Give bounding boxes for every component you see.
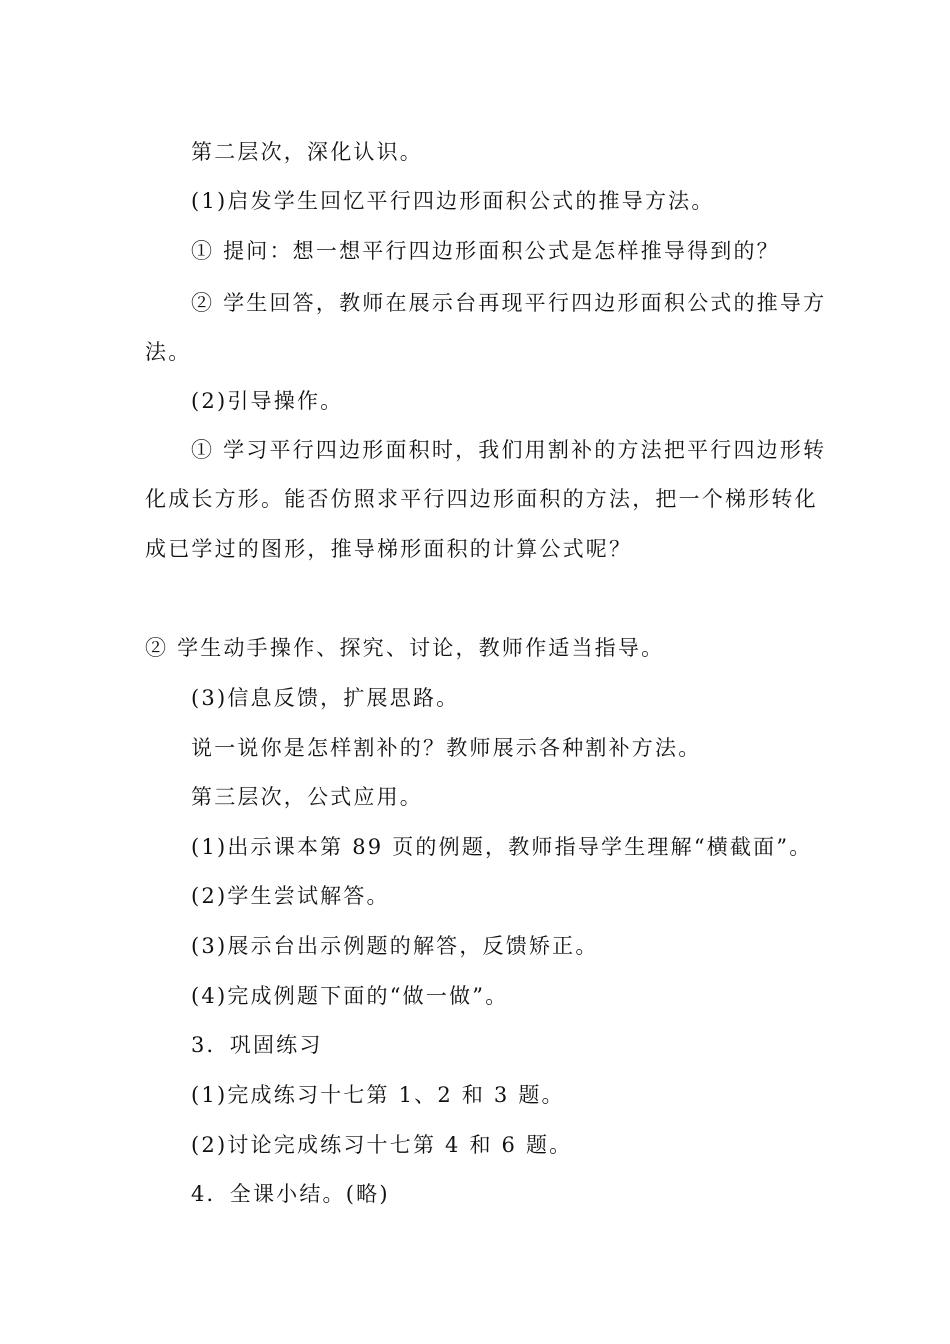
step-1-answer-cont: 法。 (145, 340, 192, 364)
section-summary: 4．全课小结。(略) (191, 1182, 390, 1206)
step-2-paragraph-line-3: 成已学过的图形，推导梯形面积的计算公式呢？ (145, 537, 633, 561)
step-1-question: ① 提问：想一想平行四边形面积公式是怎样推导得到的？ (191, 239, 780, 263)
step-2-student-operate: ② 学生动手操作、探究、讨论，教师作适当指导。 (145, 636, 665, 660)
step-3-say: 说一说你是怎样割补的？教师展示各种割补方法。 (191, 736, 702, 760)
consolidation-step-1: (1)完成练习十七第 1、2 和 3 题。 (191, 1083, 565, 1107)
step-2-guide: (2)引导操作。 (191, 389, 344, 413)
step-3-feedback: (3)信息反馈，扩展思路。 (191, 686, 460, 710)
consolidation-step-2: (2)讨论完成练习十七第 4 和 6 题。 (191, 1133, 573, 1157)
step-2-paragraph-line-1: ① 学习平行四边形面积时，我们用割补的方法把平行四边形转 (191, 438, 827, 462)
section-heading-level-two: 第二层次，深化认识。 (191, 140, 423, 164)
apply-step-2: (2)学生尝试解答。 (191, 884, 390, 908)
apply-step-3: (3)展示台出示例题的解答，反馈矫正。 (191, 934, 599, 958)
step-1-recall: (1)启发学生回忆平行四边形面积公式的推导方法。 (191, 189, 715, 213)
section-consolidation: 3．巩固练习 (191, 1033, 323, 1057)
apply-step-1: (1)出示课本第 89 页的例题，教师指导学生理解“横截面”。 (191, 835, 813, 859)
step-2-paragraph-line-2: 化成长方形。能否仿照求平行四边形面积的方法，把一个梯形转化 (145, 487, 818, 511)
step-1-answer: ② 学生回答，教师在展示台再现平行四边形面积公式的推导方 (191, 291, 827, 315)
section-heading-level-three: 第三层次，公式应用。 (191, 785, 423, 809)
apply-step-4: (4)完成例题下面的“做一做”。 (191, 984, 509, 1008)
